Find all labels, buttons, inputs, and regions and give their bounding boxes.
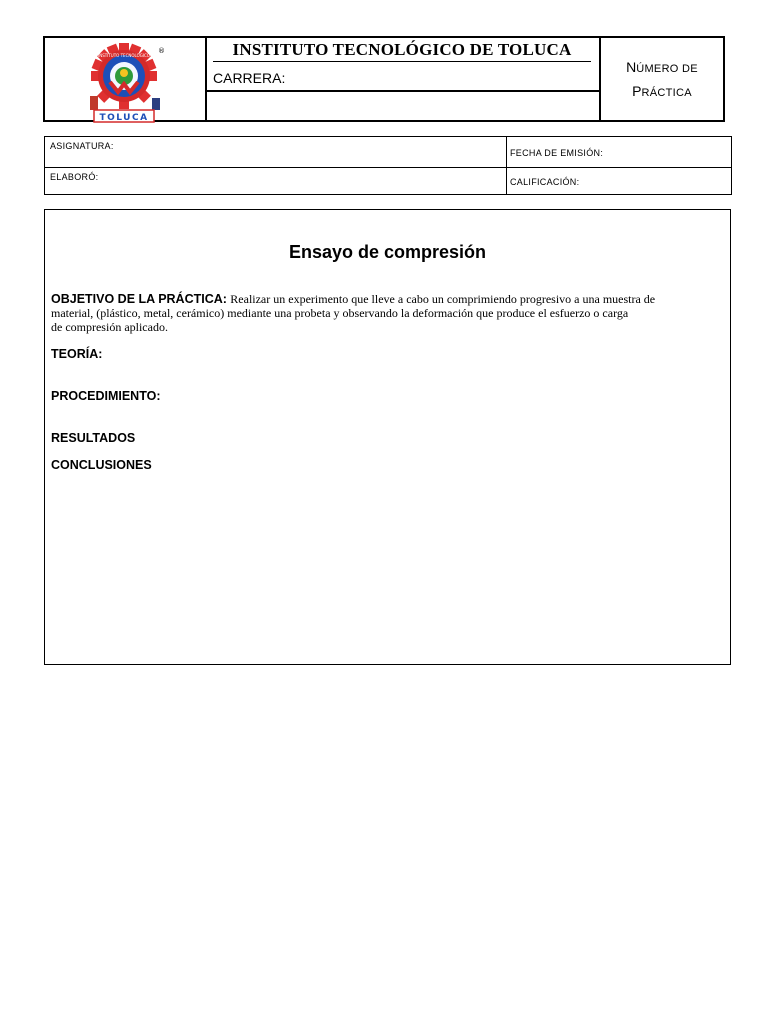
resultados-heading: RESULTADOS xyxy=(51,431,136,445)
info-divider-horizontal xyxy=(45,167,731,168)
numero-de-label: NÚMERO DE xyxy=(626,59,698,75)
objetivo-line-2: material, (plástico, metal, cerámico) mediante una probeta y observando la deformación que produce el esfuerzo o carga xyxy=(51,306,629,320)
carrera-row xyxy=(207,62,599,92)
logo-toluca-text: TOLUCA xyxy=(99,113,149,123)
info-divider-vertical xyxy=(506,137,507,194)
institute-row xyxy=(213,38,591,62)
practica-label: PRÁCTICA xyxy=(632,83,692,99)
institute-name: INSTITUTO TECNOLÓGICO DE TOLUCA xyxy=(232,40,572,59)
logo-cell xyxy=(45,38,207,123)
objetivo-line-1: Realizar un experimento que lleve a cabo un comprimiendo progresivo a una muestra de xyxy=(230,292,656,306)
registered-mark: ® xyxy=(158,47,165,55)
objetivo-label: OBJETIVO DE LA PRÁCTICA: xyxy=(51,292,227,306)
fecha-emision-label: FECHA DE EMISIÓN: xyxy=(510,148,604,158)
calificacion-label: CALIFICACIÓN: xyxy=(510,177,580,187)
objetivo-line-3: de compresión aplicado. xyxy=(51,320,168,334)
asignatura-label: ASIGNATURA: xyxy=(50,141,114,151)
practice-number-cell xyxy=(599,38,723,120)
document-title: Ensayo de compresión xyxy=(288,242,487,262)
institute-logo xyxy=(78,40,178,124)
elaboro-label: ELABORÓ: xyxy=(50,172,99,182)
procedimiento-heading: PROCEDIMIENTO: xyxy=(51,389,161,403)
title-cell xyxy=(207,38,599,120)
objetivo-section xyxy=(51,292,701,334)
info-table xyxy=(44,136,732,195)
conclusiones-heading: CONCLUSIONES xyxy=(51,458,152,472)
practice-content xyxy=(44,209,731,665)
teoria-heading: TEORÍA: xyxy=(51,347,103,361)
logo-ring-text: INSTITUTO TECNOLOGICO xyxy=(98,53,150,58)
document-header xyxy=(43,36,725,122)
carrera-label: CARRERA: xyxy=(213,70,286,86)
